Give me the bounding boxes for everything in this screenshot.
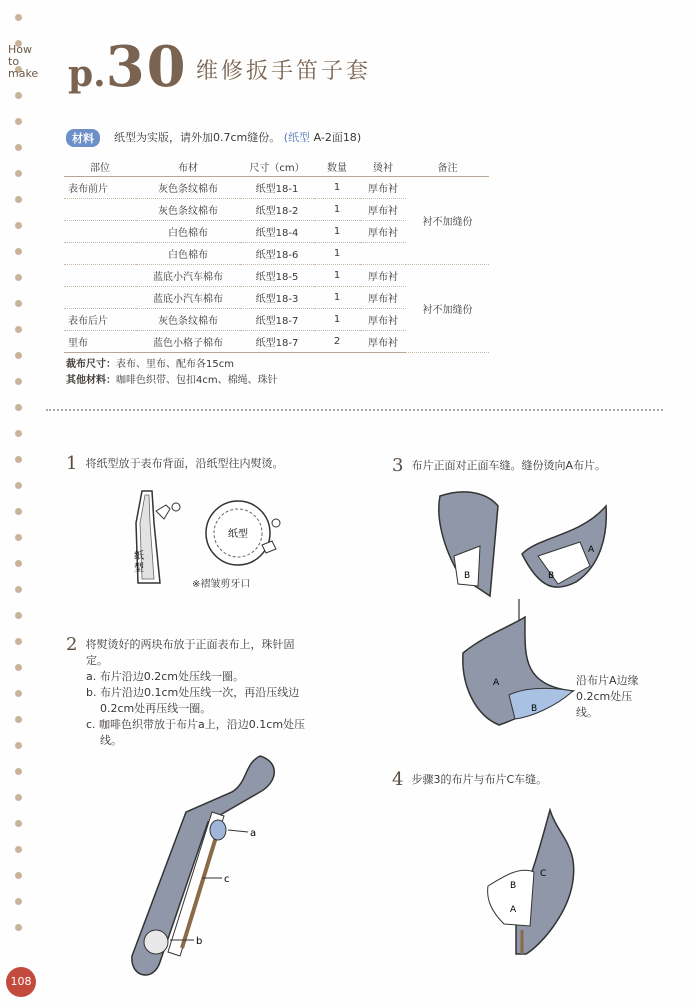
- cell: 灰色条纹棉布: [136, 309, 240, 331]
- cell: 纸型18-6: [240, 243, 314, 265]
- side-note-1: 沿布片A边缘: [576, 674, 639, 687]
- cell: 1: [314, 287, 360, 309]
- page-title: [68, 34, 188, 100]
- make-word: make: [8, 67, 39, 80]
- step-4-illustration: [480, 806, 590, 956]
- page-number-badge: 108: [6, 967, 36, 997]
- label-a-right: A: [588, 545, 595, 555]
- cell: [64, 287, 136, 309]
- label-b-left: B: [464, 571, 471, 581]
- step-3-bottom-illustration: [455, 595, 585, 745]
- step-substep-b: b. 布片沿边0.1cm处压线一次，再沿压线边: [86, 686, 300, 699]
- col-fabric: 布材: [136, 156, 240, 177]
- step-text: 将纸型放于表布背面，沿纸型往内熨烫。: [85, 457, 284, 470]
- other-materials-label: 其他材料：: [66, 375, 116, 386]
- label-a: a: [250, 828, 257, 839]
- step-text-line1: 将熨烫好的两块布放于正面表布上，珠针固: [85, 638, 295, 651]
- steam-icon: [172, 503, 180, 511]
- cutting-value: 表布、里布、配布各15cm: [116, 359, 234, 370]
- round-pattern-label: 纸型: [228, 529, 248, 540]
- cell: 厚布衬: [360, 199, 406, 221]
- fabric-a-piece: [210, 820, 226, 840]
- step-text-line2: 定。: [86, 654, 108, 667]
- cell: 纸型18-5: [240, 265, 314, 287]
- cell: 蓝底小汽车棉布: [136, 287, 240, 309]
- step-substep-a: a. 布片沿边0.2cm处压线一圈。: [86, 670, 244, 683]
- cell: 厚布衬: [360, 177, 406, 199]
- cell: 1: [314, 243, 360, 265]
- label-b-right: B: [548, 571, 555, 581]
- step-3-top-illustration: [430, 486, 620, 606]
- label-a: A: [510, 905, 517, 915]
- step-1-caption: ※褶皱剪牙口: [192, 579, 251, 590]
- cell: 1: [314, 221, 360, 243]
- piece-a-blue: [509, 688, 573, 719]
- callout-a: [228, 830, 248, 832]
- materials-table: [64, 156, 489, 353]
- cell: [64, 243, 136, 265]
- cell: 厚布衬: [360, 287, 406, 309]
- materials-badge: 材料: [66, 129, 100, 147]
- cell: 1: [314, 199, 360, 221]
- cell: 纸型18-7: [240, 309, 314, 331]
- binder-dots: [12, 14, 24, 989]
- step-3: [392, 455, 606, 476]
- project-title: 维修扳手笛子套: [196, 59, 372, 84]
- step-4: [392, 769, 548, 790]
- cell: 里布: [64, 331, 136, 353]
- col-notes: 备注: [406, 156, 489, 177]
- label-b: B: [510, 881, 517, 891]
- step-number: 2: [66, 634, 78, 655]
- step-text: 布片正面对正面车缝。缝份烫向A布片。: [411, 459, 606, 472]
- cell: 表布后片: [64, 309, 136, 331]
- section-divider: [46, 409, 663, 411]
- to-word: to: [8, 55, 20, 68]
- step-substep-b-cont: 0.2cm处再压线一圈。: [100, 702, 212, 715]
- cell: [64, 199, 136, 221]
- cell: 灰色条纹棉布: [136, 199, 240, 221]
- how-to-make-label: [8, 44, 38, 80]
- cell: 纸型18-4: [240, 221, 314, 243]
- label-c: c: [224, 874, 230, 885]
- side-note-3: 线。: [576, 706, 598, 719]
- step-text: 步骤3的布片与布片C车缝。: [411, 773, 548, 786]
- cell: 纸型18-3: [240, 287, 314, 309]
- step-3-side-note: [576, 673, 639, 721]
- step-2: [66, 634, 366, 749]
- step-number: 1: [66, 453, 78, 474]
- col-qty: 数量: [314, 156, 360, 177]
- steam-icon-2: [272, 519, 280, 527]
- page-prefix: p.: [68, 53, 106, 95]
- pattern-ref-label: 纸型: [288, 131, 311, 144]
- cell: 2: [314, 331, 360, 353]
- cell: 1: [314, 309, 360, 331]
- label-c: C: [540, 869, 547, 879]
- cell: 蓝底小汽车棉布: [136, 265, 240, 287]
- cell: 厚布衬: [360, 331, 406, 353]
- page-number: 30: [105, 34, 188, 100]
- cutting-label: 裁布尺寸：: [66, 359, 116, 370]
- cell: 纸型18-2: [240, 199, 314, 221]
- col-part: 部位: [64, 156, 136, 177]
- how-word: How: [8, 43, 32, 56]
- piece-ab: [488, 870, 534, 926]
- side-note-2: 0.2cm处压: [576, 690, 633, 703]
- other-materials-value: 咖啡色织带、包扣4cm、棉绳、珠针: [116, 375, 278, 386]
- cell: 表布前片: [64, 177, 136, 199]
- cell: [360, 243, 406, 265]
- cell: 灰色条纹棉布: [136, 177, 240, 199]
- step-2-illustration: [120, 752, 290, 992]
- cell: 1: [314, 265, 360, 287]
- label-b: B: [531, 704, 538, 714]
- cell: 白色棉布: [136, 243, 240, 265]
- pattern-text-2: 型: [134, 563, 144, 574]
- pattern-ref-value: A-2面18: [313, 131, 357, 144]
- label-b: b: [196, 936, 203, 947]
- iron-icon: [156, 505, 170, 519]
- col-size: 尺寸（cm）: [240, 156, 314, 177]
- cell: [64, 221, 136, 243]
- note-cell: 衬不加缝份: [406, 177, 489, 265]
- cell: 厚布衬: [360, 221, 406, 243]
- cell: 厚布衬: [360, 309, 406, 331]
- table-header-row: [64, 156, 489, 177]
- cell: 纸型18-1: [240, 177, 314, 199]
- cell: [64, 265, 136, 287]
- step-1: [66, 453, 284, 474]
- col-interfacing: 烫衬: [360, 156, 406, 177]
- step-substep-c: c. 咖啡色织带放于布片a上，沿边0.1cm处压: [86, 718, 306, 731]
- cell: 厚布衬: [360, 265, 406, 287]
- step-substep-c-cont: 线。: [100, 734, 122, 747]
- materials-note: 纸型为实版，请外加0.7cm缝份。 (纸型 A-2面18): [114, 131, 362, 144]
- table-row: [64, 177, 489, 199]
- step-number: 4: [392, 769, 404, 790]
- cell: 蓝色小格子棉布: [136, 331, 240, 353]
- label-a: A: [493, 678, 500, 688]
- pattern-text-1: 纸: [134, 551, 144, 562]
- table-row: [64, 265, 489, 287]
- materials-text: 纸型为实版，请外加0.7cm缝份。: [114, 131, 281, 144]
- note-cell: 衬不加缝份: [406, 265, 489, 353]
- step-number: 3: [392, 455, 404, 476]
- button-piece: [144, 930, 168, 954]
- cell: 白色棉布: [136, 221, 240, 243]
- cell: 1: [314, 177, 360, 199]
- cutting-notes: [66, 357, 278, 389]
- cell: 纸型18-7: [240, 331, 314, 353]
